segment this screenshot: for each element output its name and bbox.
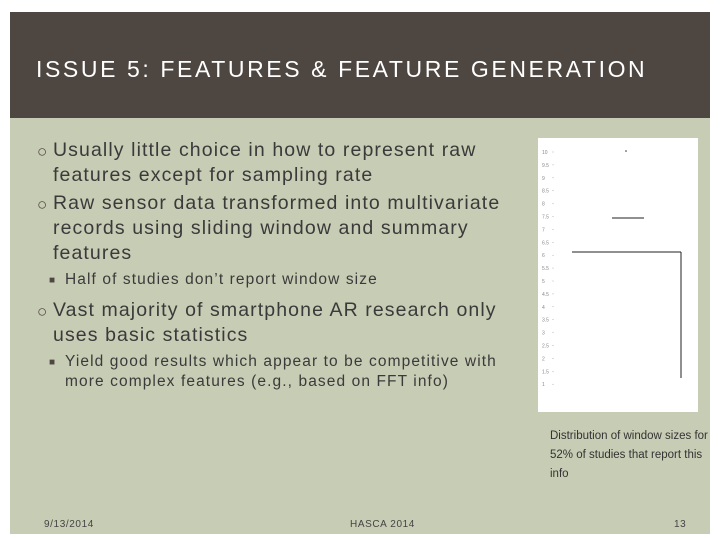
y-tick-label: 1 bbox=[542, 382, 545, 389]
bullet-text: Usually little choice in how to represent raw features except for sampling rate bbox=[53, 139, 477, 186]
square-bullet-icon: ■ bbox=[49, 275, 57, 286]
y-tick-label: 6.5 bbox=[542, 240, 549, 247]
window-size-figure bbox=[538, 138, 698, 412]
sub-bullet-text: Yield good results which appear to be competitive with more complex features (e.g., based on FFT info) bbox=[65, 353, 497, 390]
y-tick-label: 2 bbox=[542, 356, 545, 363]
open-circle-bullet-icon: ○ bbox=[37, 195, 49, 214]
bullet-item bbox=[37, 191, 507, 266]
bullet-item bbox=[37, 138, 507, 188]
y-tick-label: 2.5 bbox=[542, 343, 549, 350]
y-tick-label: 7 bbox=[542, 227, 545, 234]
bullet-list bbox=[37, 138, 507, 400]
y-tick-label: 10 bbox=[542, 150, 548, 156]
open-circle-bullet-icon: ○ bbox=[37, 142, 49, 161]
y-tick-label: 5.5 bbox=[542, 266, 549, 273]
y-tick-label: 5 bbox=[542, 279, 545, 285]
footer-date: 9/13/2014 bbox=[44, 519, 94, 530]
bullet-item bbox=[37, 298, 507, 348]
slide bbox=[10, 12, 710, 534]
y-tick-label: 3 bbox=[542, 330, 545, 337]
square-bullet-icon: ■ bbox=[49, 357, 57, 368]
sub-bullet-text: Half of studies don’t report window size bbox=[65, 271, 378, 288]
footer-conference: HASCA 2014 bbox=[350, 519, 415, 530]
y-tick-label: 8 bbox=[542, 201, 545, 208]
open-circle-bullet-icon: ○ bbox=[37, 302, 49, 321]
chart-dot bbox=[625, 150, 627, 152]
y-tick-label: 1.5 bbox=[542, 369, 549, 376]
footer-page-number: 13 bbox=[674, 519, 687, 530]
y-tick-label: 3.5 bbox=[542, 317, 549, 324]
bullet-text: Raw sensor data transformed into multivariate records using sliding window and summary features bbox=[53, 192, 501, 264]
figure-caption: Distribution of window sizes for 52% of studies that report this info bbox=[550, 430, 708, 480]
slide-title: ISSUE 5: FEATURES & FEATURE GENERATION bbox=[36, 56, 648, 82]
sub-bullet-item bbox=[49, 270, 507, 290]
title-bar bbox=[10, 12, 710, 118]
sub-bullet-item bbox=[49, 352, 507, 392]
y-tick-label: 9 bbox=[542, 175, 545, 182]
y-tick-label: 7.5 bbox=[542, 214, 549, 221]
y-tick-label: 4 bbox=[542, 304, 545, 311]
y-tick-label: 6 bbox=[542, 253, 545, 260]
y-tick-label: 4.5 bbox=[542, 291, 549, 298]
bullet-text: Vast majority of smartphone AR research only uses basic statistics bbox=[53, 299, 497, 346]
y-tick-label: 8.5 bbox=[542, 188, 549, 195]
y-tick-label: 9.5 bbox=[542, 162, 549, 169]
window-size-chart bbox=[538, 138, 698, 412]
